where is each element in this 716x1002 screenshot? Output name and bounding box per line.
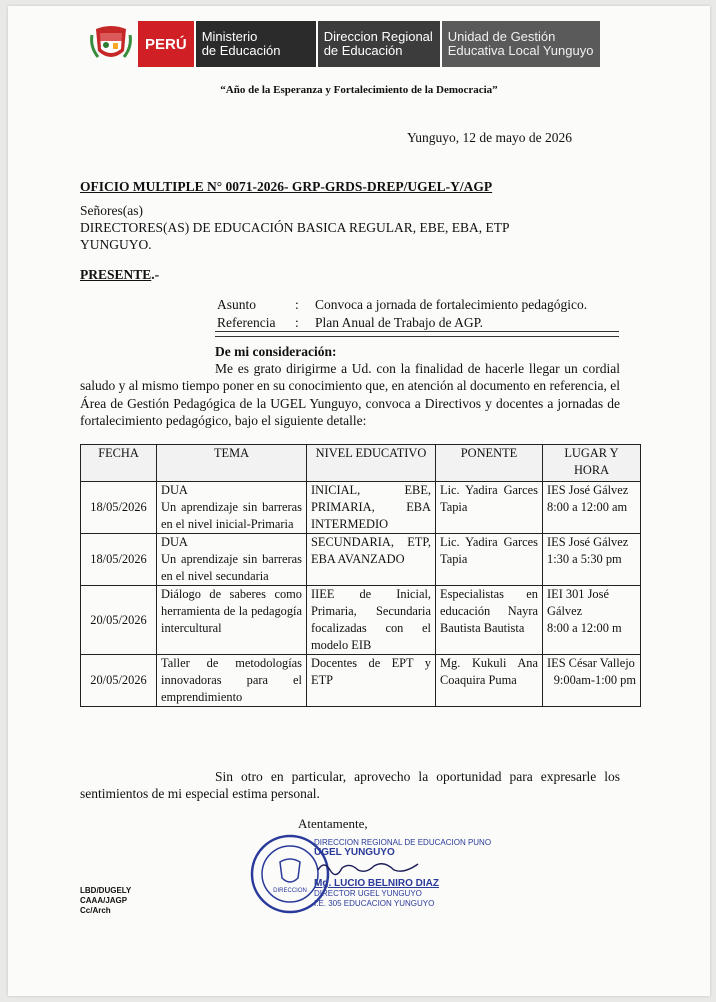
- recipient-city: YUNGUYO.: [80, 237, 152, 252]
- year-motto: “Año de la Esperanza y Fortalecimiento de la Democracia”: [220, 84, 498, 96]
- cell-fecha: 18/05/2026: [81, 534, 157, 586]
- signature-line-1: DIRECCION REGIONAL DE EDUCACION PUNO: [314, 838, 492, 847]
- header-lugar: LUGAR Y HORA: [543, 445, 641, 482]
- initials-line-3: Cc/Arch: [80, 906, 111, 915]
- presente-text: PRESENTE: [80, 267, 152, 282]
- header-tema: TEMA: [157, 445, 307, 482]
- cell-ponente: Lic. Yadira Garces Tapia: [436, 534, 543, 586]
- tema-title: Diálogo de saberes como herramienta de la pedagogía intercultural: [161, 587, 302, 635]
- cell-lugar: [543, 586, 641, 655]
- header-fecha: FECHA: [81, 445, 157, 482]
- cell-ponente: Especialistas en educación Nayra Bautista Bautista: [436, 586, 543, 655]
- header-nivel: NIVEL EDUCATIVO: [307, 445, 436, 482]
- coat-of-arms-icon: [88, 21, 134, 67]
- lugar-place: IES José Gálvez: [547, 483, 629, 497]
- header-ponente: PONENTE: [436, 445, 543, 482]
- government-header: [88, 21, 600, 67]
- lugar-place: IES José Gálvez: [547, 535, 629, 549]
- cell-lugar: [543, 534, 641, 586]
- direccion-block: [318, 21, 440, 67]
- ugel-line-2: Educativa Local Yunguyo: [447, 43, 594, 58]
- asunto-label: Asunto: [217, 297, 257, 312]
- presente-suffix: .-: [151, 267, 160, 282]
- lugar-time: 8:00 a 12:00 am: [547, 500, 628, 514]
- cell-nivel: INICIAL, EBE, PRIMARIA, EBA INTERMEDIO: [307, 482, 436, 534]
- cell-tema: [157, 482, 307, 534]
- cell-fecha: 18/05/2026: [81, 482, 157, 534]
- signature-line-4: DIRECTOR UGEL YUNGUYO: [314, 889, 422, 898]
- lugar-place: IEI 301 José Gálvez: [547, 587, 609, 618]
- table-header-row: [81, 445, 641, 482]
- signature-block: [314, 838, 491, 909]
- document-page: [8, 6, 710, 996]
- body-paragraph: Me es grato dirigirme a Ud. con la finalidad de hacerle llegar un cordial saludo y al mismo tiempo poner en su conocimiento que, en atención al documento en referencia, el Área de Gestión Pedagógica de la UGEL Yunguyo, convoca a Directivos y docentes a jornadas de fortalecimiento pedagógico, bajo el siguiente detalle:: [80, 361, 620, 428]
- signature-line-2: UGEL YUNGUYO: [314, 847, 395, 858]
- tema-title: DUA: [161, 483, 188, 497]
- cell-nivel: Docentes de EPT y ETP: [307, 655, 436, 707]
- ministerio-line-1: Ministerio: [201, 29, 258, 44]
- cell-tema: [157, 534, 307, 586]
- tema-title: Taller de metodologías innovadoras para el emprendimiento: [161, 656, 302, 704]
- referencia-label: Referencia: [217, 315, 276, 330]
- ugel-line-1: Unidad de Gestión: [447, 29, 556, 44]
- direccion-line-2: de Educación: [323, 43, 403, 58]
- cell-ponente: Lic. Yadira Garces Tapia: [436, 482, 543, 534]
- cell-fecha: 20/05/2026: [81, 586, 157, 655]
- closing-paragraph: Sin otro en particular, aprovecho la oportunidad para expresarle los sentimientos de mi especial estima personal.: [80, 769, 620, 801]
- cell-ponente: Mg. Kukuli Ana Coaquira Puma: [436, 655, 543, 707]
- ministerio-line-2: de Educación: [201, 43, 281, 58]
- table-row: [81, 482, 641, 534]
- handwritten-signature-icon: [314, 858, 424, 876]
- table-row: [81, 655, 641, 707]
- cell-nivel: IIEE de Inicial, Primaria, Secundaria focalizadas con el modelo EIB: [307, 586, 436, 655]
- initials-line-1: LBD/DUGELY: [80, 886, 132, 895]
- cell-fecha: 20/05/2026: [81, 655, 157, 707]
- signature-line-5: I.E. 305 EDUCACION YUNGUYO: [314, 899, 435, 908]
- cell-tema: [157, 586, 307, 655]
- table-row: [81, 534, 641, 586]
- double-rule-divider: [215, 331, 619, 337]
- ugel-block: [442, 21, 600, 67]
- document-date: Yunguyo, 12 de mayo de 2026: [407, 130, 572, 145]
- direccion-line-1: Direccion Regional: [323, 29, 433, 44]
- initials-line-2: CAAA/JAGP: [80, 896, 128, 905]
- schedule-table: [80, 444, 641, 707]
- asunto-separator: :: [295, 297, 299, 312]
- recipient-line: DIRECTORES(AS) DE EDUCACIÓN BASICA REGULAR, EBE, EBA, ETP: [80, 220, 510, 235]
- tema-detail: Un aprendizaje sin barreras en el nivel secundaria: [161, 552, 302, 583]
- cell-nivel: SECUNDARIA, ETP, EBA AVANZADO: [307, 534, 436, 586]
- consideration-heading: De mi consideración:: [215, 344, 337, 359]
- lugar-time: 8:00 a 12:00 m: [547, 621, 622, 635]
- recipient-salutation: Señores(as): [80, 203, 143, 218]
- oficio-number: OFICIO MULTIPLE N° 0071-2026- GRP-GRDS-DREP/UGEL-Y/AGP: [80, 179, 493, 194]
- ministerio-block: [196, 21, 316, 67]
- signature-line-3: Mg. LUCIO BELNIRO DIAZ: [314, 878, 439, 889]
- cell-lugar: [543, 655, 641, 707]
- recipients: [80, 202, 510, 253]
- referencia-value: Plan Anual de Trabajo de AGP.: [315, 315, 484, 330]
- peru-label: PERÚ: [138, 21, 194, 67]
- cell-tema: [157, 655, 307, 707]
- table-row: [81, 586, 641, 655]
- presente-line: [80, 267, 159, 283]
- sign-off: Atentamente,: [298, 816, 368, 831]
- tema-detail: Un aprendizaje sin barreras en el nivel inicial-Primaria: [161, 500, 302, 531]
- lugar-time: 9:00am-1:00 pm: [553, 673, 636, 687]
- lugar-place: IES César Vallejo: [547, 656, 635, 670]
- lugar-time: 1:30 a 5:30 pm: [547, 552, 622, 566]
- cell-lugar: [543, 482, 641, 534]
- tema-title: DUA: [161, 535, 188, 549]
- referencia-separator: :: [295, 315, 299, 330]
- asunto-value: Convoca a jornada de fortalecimiento pedagógico.: [315, 297, 588, 312]
- reference-initials: [80, 886, 131, 916]
- seal-text: DIRECCION: [273, 888, 307, 894]
- subject-block: [215, 295, 589, 333]
